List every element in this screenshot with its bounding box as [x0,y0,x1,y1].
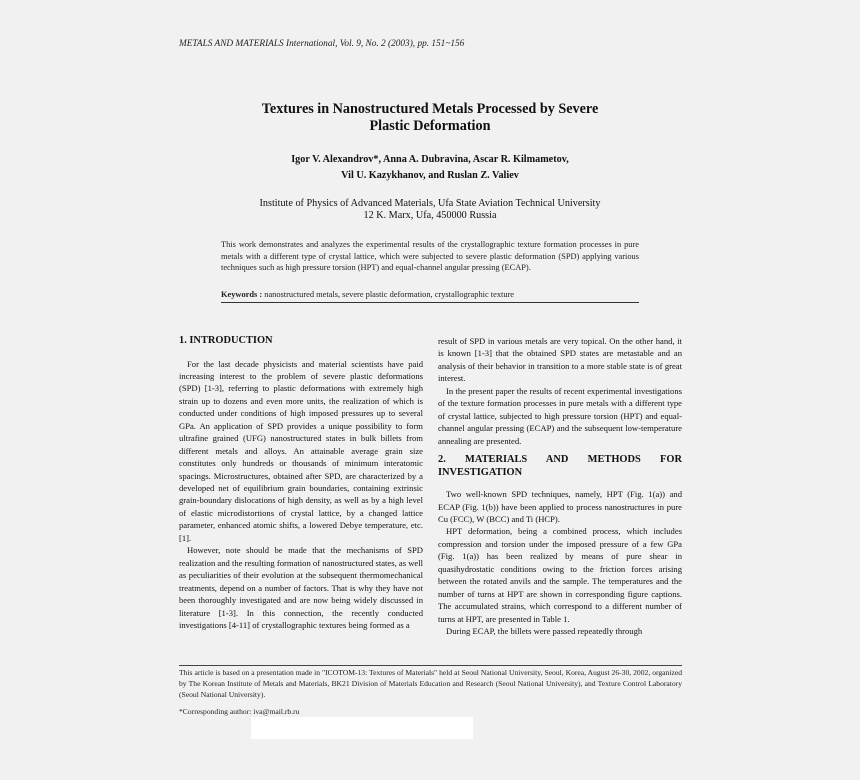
running-head: METALS AND MATERIALS International, Vol. 9, No. 2 (2003), pp. 151~156 [179,39,465,49]
paragraph: However, note should be made that the mechanisms of SPD realization and the resulting formation of nanostructured states, as well as peculiarities of their evolution at the subsequent thermomechanical treatments, depend on a number of factors. That is why they have not been thoroughly investigated and are now being widely discussed in literature [1-3]. In this connection, the recently conducted investigations [4-11] of crystallographic textures being formed as a [179,545,423,631]
paragraph: HPT deformation, being a combined process, which includes compression and torsion under the imposed pressure of a few GPa (Fig. 1(a)) has been realized by means of pure shear in quasihydrostatic conditions owing to the friction forces arising between the rotated anvils and the sample. The temperatures and the number of turns at HPT are shown in corresponding figure captions. The accumulated strains, which correspond to a different number of turns at HPT, are presented in Table 1. [438,526,682,624]
title-line-1: Textures in Nanostructured Metals Processed by Severe [261,101,599,117]
footnote: This article is based on a presentation made in "ICOTOM-13: Textures of Materials" held at Seoul National University, Seoul, Korea, August 26-30, 2002, organized by The Korean Institute of Metals and Materials, BK21 Division of Materials Education and Research (Seoul National University), and Texture Control Laboratory (Seoul National University). [179,668,682,699]
affiliation-line-2: 12 K. Marx, Ufa, 450000 Russia [363,210,497,221]
keywords [221,289,639,300]
paper-title [200,101,660,135]
section-heading-introduction: 1. INTRODUCTION [179,335,273,346]
paragraph: result of SPD in various metals are very topical. On the other hand, it is known [1-3] that the obtained SPD states are metastable and an analysis of their behavior in transition to a more stable state is of great interest. [438,336,682,384]
section-heading-materials-methods: 2. MATERIALS AND METHODS FOR INVESTIGATION [438,454,682,478]
affiliation [200,198,660,222]
abstract: This work demonstrates and analyzes the experimental results of the crystallographic texture formation processes in pure metals with a different type of crystal lattice, which were subjected to severe plastic deformation (SPD) applying various techniques such as high pressure torsion (HPT) and equal-channel angular pressing (ECAP). [221,240,639,273]
title-line-2: Plastic Deformation [369,118,491,134]
keywords-label: Keywords : [221,290,263,299]
author-list [200,152,660,184]
paragraph: Two well-known SPD techniques, namely, HPT (Fig. 1(a)) and ECAP (Fig. 1(b)) have been applied to process nanostructures in pure Cu (FCC), W (BCC) and Ti (HCP). [438,489,682,524]
footnote-divider [179,665,682,666]
affiliation-line-1: Institute of Physics of Advanced Materials, Ufa State Aviation Technical University [259,198,601,209]
left-column [179,335,423,631]
right-column [438,335,682,638]
abstract-divider [221,302,639,303]
corresponding-author: *Corresponding author: iva@mail.rb.ru [179,707,300,716]
keywords-text: nanostructured metals, severe plastic deformation, crystallographic texture [262,290,515,299]
authors-line-2: Vil U. Kazykhanov, and Ruslan Z. Valiev [341,170,519,181]
authors-line-1: Igor V. Alexandrov*, Anna A. Dubravina, Ascar R. Kilmametov, [291,154,569,165]
blank-area [251,717,473,739]
paragraph: In the present paper the results of recent experimental investigations of the texture formation processes in pure metals with a different type of crystal lattice, subjected to high pressure torsion (HPT) and equal-channel angular pressing (ECAP) and the subsequent low-temperature annealing are presented. [438,385,682,446]
paragraph: During ECAP, the billets were passed repeatedly through [446,626,643,637]
paragraph: For the last decade physicists and material scientists have paid increasing interest to the problem of severe plastic deformations (SPD) [1-3], referring to plastic deformations with extremely high strain up to dozens and even more units, the realization of which is conducted under conditions of high imposed pressures up to several GPa. An application of SPD provides a unique possibility to form ultrafine grained (UFG) nanostructured states in bulk billets from different metals and alloys. An attainable average grain size constitutes only hundreds or thousands of minimum interatomic spacings. Microstructures, obtained after SPD, are characterized by a developed net of equilibrium grain boundaries, containing extrinsic grain-boundary dislocations of high density, as well as by a high level of elastic microdistortions of crystal lattice, by a changed lattice parameter, enhanced atomic shifts, a lowered Debye temperature, etc. [1]. [179,358,423,543]
